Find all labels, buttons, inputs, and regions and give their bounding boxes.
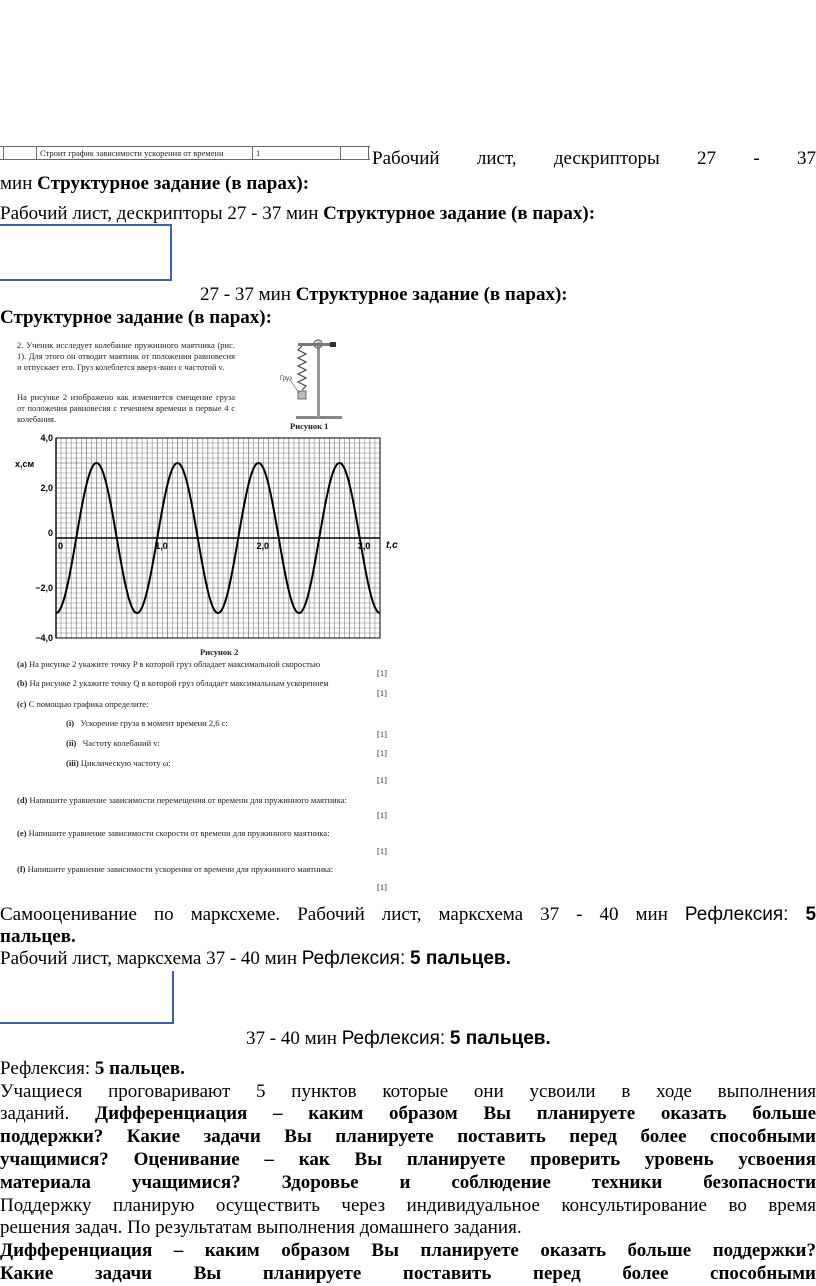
empty-frame-2 [0,971,174,1024]
header-word-1: Рабочий [372,148,440,169]
fig1-caption: Рисунок 1 [290,421,329,431]
header-line-4 [200,284,568,306]
footer-line-3 [0,948,511,970]
question-f: (f) Напишите уравнение зависимости ускорения от времени для пружинного маятника: [17,864,334,874]
x-tick-label: 0 [58,541,64,551]
f1a: Самооценивание по марксхеме. [0,904,281,925]
question-a: (a) На рисунке 2 укажите точку P в которой груз обладает максимальной скоростью [17,659,321,669]
p5a: материала учащимися? [0,1172,241,1193]
y-tick-label: −4,0 [35,633,53,643]
f3d: 5 пальцев. [410,948,511,969]
line2-prefix: мин [0,173,33,194]
fig2-caption: Рисунок 2 [200,647,239,657]
line3-prefix: Рабочий лист, дескрипторы [0,203,223,224]
y-axis-label: x,см [15,459,35,469]
p2a: заданий. [0,1103,70,1124]
f1b: Рабочий лист, марксхема [297,904,524,925]
f4c: 5 пальцев. [449,1028,551,1049]
p4b: Оценивание – как Вы планируете проверить уровень усвоения [133,1149,816,1170]
question-c-i: (i) Ускорение груза в момент времени 2,6 с: [66,718,228,728]
p7a: решения задач. [0,1217,123,1238]
para-line-7 [0,1217,522,1239]
footer-line-5 [0,1058,185,1080]
fig1-label: Груз [280,376,292,382]
task-intro: 2. Ученик исследует колебание пружинного маятника (рис. 1). Для этого он отводит маятник от положения равновесия и отпускает его. Груз колеблется вверх-вниз с частотой v. [17,340,235,372]
para-line-1: Учащиеся проговаривают 5 пунктов которые они усвоили в ходе выполнения [0,1081,816,1102]
mark-c-i: [1] [377,729,387,739]
footer-line-4 [246,1028,551,1050]
f4b: Рефлексия: [341,1028,446,1049]
line3-bold: Структурное задание (в парах): [323,203,596,224]
table-cell-text: Строит график зависимости ускорения от времени [40,148,224,158]
table-cell-num: 1 [256,148,261,158]
mark-c-iii: [1] [377,775,387,785]
line2-bold: Структурное задание (в парах): [37,173,310,194]
para-line-3: поддержки? Какие задачи Вы планируете поставить перед более способными [0,1126,816,1147]
x-tick-label: 3,0 [357,541,371,551]
mark-f: [1] [377,882,387,892]
header-word-5: - [753,148,760,169]
para-line-5 [0,1172,816,1194]
header-word-2: лист, [476,148,517,169]
header-line-1 [372,148,816,170]
x-tick-label: 1,0 [155,541,168,551]
f1c: 37 - 40 мин [540,904,668,925]
f4a: 37 - 40 мин [246,1028,337,1049]
mark-d: [1] [377,810,387,820]
y-tick-label: 2,0 [40,483,53,493]
question-c-ii: (ii) Частоту колебаний v: [66,738,160,748]
y-tick-label: −2,0 [35,583,53,593]
p2b: Дифференциация – каким образом Вы планируете оказать больше [95,1103,816,1124]
line3-mid: 27 - 37 мин [227,203,319,224]
stand-pole [317,342,320,417]
y-tick-label: 4,0 [40,433,53,443]
para-line-6: Поддержку планирую осуществить через индивидуальное консультирование во время [0,1195,816,1216]
spring [298,346,306,390]
f1e: 5 [805,904,816,925]
mark-c-ii: [1] [377,748,387,758]
footer-line-1 [0,904,816,926]
header-word-3: дескрипторы [553,148,660,169]
empty-frame-1 [0,224,172,281]
f5b: 5 пальцев. [94,1058,185,1079]
task-intro-2: На рисунке 2 изображено как изменяется смещение груза от положения равновесия с течением времени в первые 4 с колебания. [17,392,235,424]
displacement-chart [10,430,405,650]
line4-bold: Структурное задание (в парах): [295,284,568,305]
y-tick-label: 0 [47,528,53,538]
footer-line-2: пальцев. [0,926,76,947]
header-line-3 [0,203,595,225]
f1d: Рефлексия: [684,904,789,925]
mass-weight [298,391,306,399]
question-c: (c) С помощью графика определите: [17,699,149,709]
header-line-2 [0,173,309,195]
para-line-8: Дифференциация – каким образом Вы планируете оказать больше поддержки? [0,1240,816,1261]
x-tick-label: 2,0 [256,541,270,551]
para-line-2 [0,1103,816,1125]
f3c: Рефлексия: [301,948,406,969]
section-title: Структурное задание (в парах): [0,307,272,328]
question-e: (e) Напишите уравнение зависимости скорости от времени для пружинного маятника: [17,828,330,838]
line4-prefix: 27 - 37 мин [200,284,291,305]
clamp-screw [330,342,336,347]
question-d: (d) Напишите уравнение зависимости перемещения от времени для пружинного маятника: [17,795,347,805]
header-word-6: 37 [796,148,816,169]
x-axis-label: t,с [386,540,398,551]
f5a: Рефлексия: [0,1058,91,1079]
p5b: Здоровье и соблюдение техники безопасности [281,1172,816,1193]
mark-e: [1] [377,846,387,856]
question-b: (b) На рисунке 2 укажите точку Q в которой груз обладает максимальным ускорением [17,678,329,688]
mark-b: [1] [377,688,387,698]
p7b: По результатам выполнения домашнего задания. [127,1217,522,1238]
f3b: 37 - 40 мин [206,948,298,969]
para-line-4 [0,1149,816,1171]
f3a: Рабочий лист, марксхема [0,948,202,969]
question-c-iii: (iii) Циклическую частоту ω: [66,758,171,768]
pendulum-figure [280,336,360,426]
p4a: учащимися? [0,1149,109,1170]
para-line-9: Какие задачи Вы планируете поставить перед более способными [0,1263,816,1284]
top-table-fragment [0,140,376,160]
header-word-4: 27 [697,148,717,169]
mark-a: [1] [377,668,387,678]
